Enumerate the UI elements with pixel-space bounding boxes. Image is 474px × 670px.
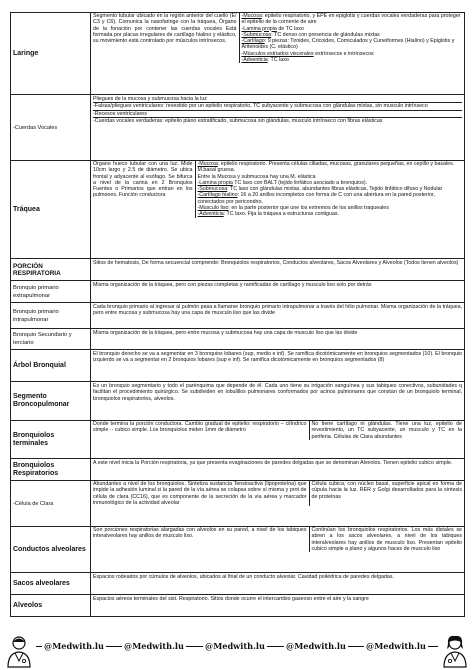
table-row: [11, 595, 465, 617]
row-content: Es un bronquio segmentario y todo el parénquima que depende de él. Cada uno tiene su irrigación sanguínea y sus tabiques conectivos, subunidades q facilitan el procedimiento quirúrgico. Se subdividen en lobulillos pulmonares conformados por acinos pulmonares que constan de un bronquiolo terminal, bronquiolos respiratorios, alveolos.: [91, 382, 465, 421]
row-term: PORCIÓN RESPIRATORIA: [11, 259, 91, 281]
content-line: -Falsas/pliegues ventriculares: revestido por un epitelio respiratorio, TC subyacente y submucosa con glándulas mixtas, sin musculo intrínseco: [93, 103, 462, 110]
table-row: [11, 481, 465, 527]
row-content: [91, 161, 465, 259]
layer-item: -Musculo liso: en la parte posterior que une los extremos de los anillos traqueales: [197, 205, 389, 212]
row-description: Órgano hueco tubular con una luz. Mide 10cm largo y 2.5 de diámetro. Se ubica frontal y adyacente al esófago. Se bifurca a nivel de la carina en 2 Bronquios Fuentes o Primarios que entran en los pulmones. Función conductora: [93, 161, 193, 199]
social-handle: @Medwith.lu: [44, 641, 104, 651]
table-row: [11, 527, 465, 573]
row-description: Donde termina la porción conductora. Cambio gradual de epitelio: respiratorio – cilíndrico simple ·· cubico simple. Los bronquiolos miden 1mm de diámetro: [93, 421, 307, 434]
row-term: -Célula de Clara: [11, 481, 91, 527]
social-handle: @Medwith.lu: [205, 641, 265, 651]
layer-item: -Mucosa: epitelio respiratorio. Presenta células ciliadas, mucosas, granulares pequeñas, en cepillo y basales. M.basal gruesa.: [197, 161, 455, 174]
layer-item: -Adventicia: TC laxo. Fija la tráquea a estructuras contiguas.: [197, 211, 340, 218]
layer-item: -Músculos estriados viscerales extrínsecos e intrínsecos: [241, 50, 374, 57]
row-term: Conductos alveolares: [11, 527, 91, 573]
row-content: Sitios de hematosis, De forma secuencial comprende: Bronquiolos respiratorios, Conductos alveolares, Sacos Alveolares y Alveolos (Todos tienen alveolos): [91, 259, 465, 281]
row-term: Árbol Bronquial: [11, 350, 91, 382]
table-row: [11, 382, 465, 421]
layer-item: -Mucosa: epitelio respiratorio, y EPE en epiglotis y cuerdas vocales verdaderas para proteger el epitelio de la corriente de aire: [241, 13, 461, 26]
row-content: [91, 95, 465, 161]
layer-item: -Adventicia: TC laxo: [241, 57, 289, 64]
table-row: [11, 573, 465, 595]
row-term: Alveolos: [11, 595, 91, 617]
row-content: [91, 13, 465, 95]
layer-list: [239, 13, 464, 63]
layer-item: -Lamina propia TC laxo con BALT (tejido linfático asociado a bronquios).: [197, 179, 368, 186]
row-content: [91, 421, 465, 459]
table-row: [11, 459, 465, 481]
row-description: Son porciones respiratorias alargadas con alveolos en su pared, a nivel de los tabiques interalveolares hay anillos de musculo liso.: [93, 527, 307, 540]
row-content: A este nivel inicia la Porción respiratoria, ya que presenta evaginaciones de paredes delgadas que se denominan Alveolos. Tienen epitelio cubico simple.: [91, 459, 465, 481]
row-detail: No tiene cartílago ni glándulas. Tiene una luz, epitelio de revestimiento, un TC subyacente, un musculo y TC en la periferia. Células de Clara abundantes: [309, 421, 464, 440]
row-term: Bronquiolos terminales: [11, 421, 91, 459]
table-row: [11, 281, 465, 303]
table-row: [11, 350, 465, 382]
row-description: Abundantes a nivel de los bronquiolos. Sintetiza sustancia Tensioactiva (lipoproteína) que impide la adhesión luminal si la pared de la vía aérea se colapsa sobre sí misma y prot de célula de clara (CC16), que es componente de la secreción de la vía aérea y marcador inmunológico de la actividad alveolar: [93, 481, 307, 506]
row-term: Tráquea: [11, 161, 91, 259]
layer-item: Entre la Mucosa y submucosa hay una M. elástica: [197, 173, 316, 180]
row-content: Misma organización de la tráquea, pero entre mucosa y submucosa hay una capa de musculo liso que las divide: [91, 329, 465, 350]
social-handle: @Medwith.lu: [286, 641, 346, 651]
table-row: [11, 259, 465, 281]
social-handle: @Medwith.lu: [124, 641, 184, 651]
table-row: [11, 329, 465, 350]
layer-item: -Submucosa: TC laxo con glándulas mixtas, abundantes fibras elásticas, Tejido linfático difuso y Nodular: [197, 186, 443, 193]
layer-item: -Cartílago: 9 piezas: Tiroides, Cricoides, Corniculados y Cuneiformes (Hialino) y Epiglotis y Aritenoides (C. elástico): [241, 38, 455, 51]
row-term: Segmento Broncopulmonar: [11, 382, 91, 421]
social-handle: @Medwith.lu: [366, 641, 426, 651]
row-content: [91, 527, 465, 573]
row-content: Cada bronquio primario al ingresar al pulmón pasa a llamarse bronquio primario intrapulmonar a través del hilio pulmonar. Misma organización de la tráquea, pero entre mucosa y submucosa hay una capa de musculo liso que las divide: [91, 303, 465, 329]
table-row: [11, 303, 465, 329]
doctor-avatar-icon: [6, 634, 32, 668]
content-line: -Cuerdas vocales verdaderas: epitelio plano estratificado, submucosa sin glándulas, musculo intrínseco con fibras elásticas: [93, 117, 383, 124]
layer-item: -Submucosa: TC denso con presencia de glándulas mixtas: [241, 31, 380, 38]
histology-table: [10, 12, 465, 617]
row-term: Bronquiolos Respiratorios: [11, 459, 91, 481]
row-term: Sacos alveolares: [11, 573, 91, 595]
row-detail: Célula cubica, con núcleo basal, superficie apical en forma de cúpula hacia la luz. RER y Golgi desarrollados para la síntesis de proteínas: [309, 481, 464, 506]
row-description: Segmento tubular ubicado en la región anterior del cuello (E/ C3 y C6). Comunica la nasofaringe con la tráquea, Órgano de la fonación por contener las cuerdas vocales Está formada por placas irregulares de cartílago hialino y elástico, su movimiento está controlado por músculos intrínsecos.: [93, 13, 237, 45]
table-row: [11, 421, 465, 459]
content-line: -Recesos ventriculares: [93, 111, 462, 118]
table-row: [11, 13, 465, 95]
row-detail: Continúan los bronquiolos respiratorios. Los más distales se abren a los sacos alveolares, a nivel de los tabiques interalveolares hay anillos de musculo liso. Presentan epitelio cubico simple a plano y algunos haces de musculo liso: [309, 527, 464, 552]
row-term: -Cuerdas Vocales: [11, 95, 91, 161]
row-content: Espacios rodeados por cúmulos de alveolos, ubicados al final de un conducto alveolar. Cavidad poliédrica de paredes delgadas.: [91, 573, 465, 595]
row-term: Bronquio primario extrapulmonar: [11, 281, 91, 303]
row-content: Misma organización de la tráquea, pero con piezas completas y ramificadas de cartílago y musculo liso solo por detrás: [91, 281, 465, 303]
row-term: Laringe: [11, 13, 91, 95]
content-line: Pliegues de la mucosa y submucosa hacia la luz: [93, 96, 462, 103]
layer-item: -Lamina propia de TC laxo: [241, 25, 304, 32]
row-content: [91, 481, 465, 527]
layer-item: -Cartílago hialino: 16 a 20 anillos incompletos con forma de C con una abertura en la pared posterior, conectados por pericondrio.: [197, 192, 435, 205]
table-row: [11, 95, 465, 161]
footer-watermark: [0, 632, 474, 670]
row-content: Espacios aéreos terminales del sist. Respiratorio. Sitios donde ocurre el intercambio gaseoso entre el aire y la sangre: [91, 595, 465, 617]
doctor-avatar-icon: [442, 634, 468, 668]
table-row: [11, 161, 465, 259]
row-term: Bronquio primario intrapulmonar: [11, 303, 91, 329]
row-content: El bronquio derecho se va a segmentar en 3 bronquios lobares (sup, medio e inf). Se ramifica dicotómicamente en bronquios segmentados (10). El bronquio izquierdo se va a segmentar en 2 bronquios lobares (sup e inf). Se ramifica dicotómicamente en bronquios segmentados (8): [91, 350, 465, 382]
layer-list: [195, 161, 464, 218]
row-term: Bronquio Secundario y terciario: [11, 329, 91, 350]
